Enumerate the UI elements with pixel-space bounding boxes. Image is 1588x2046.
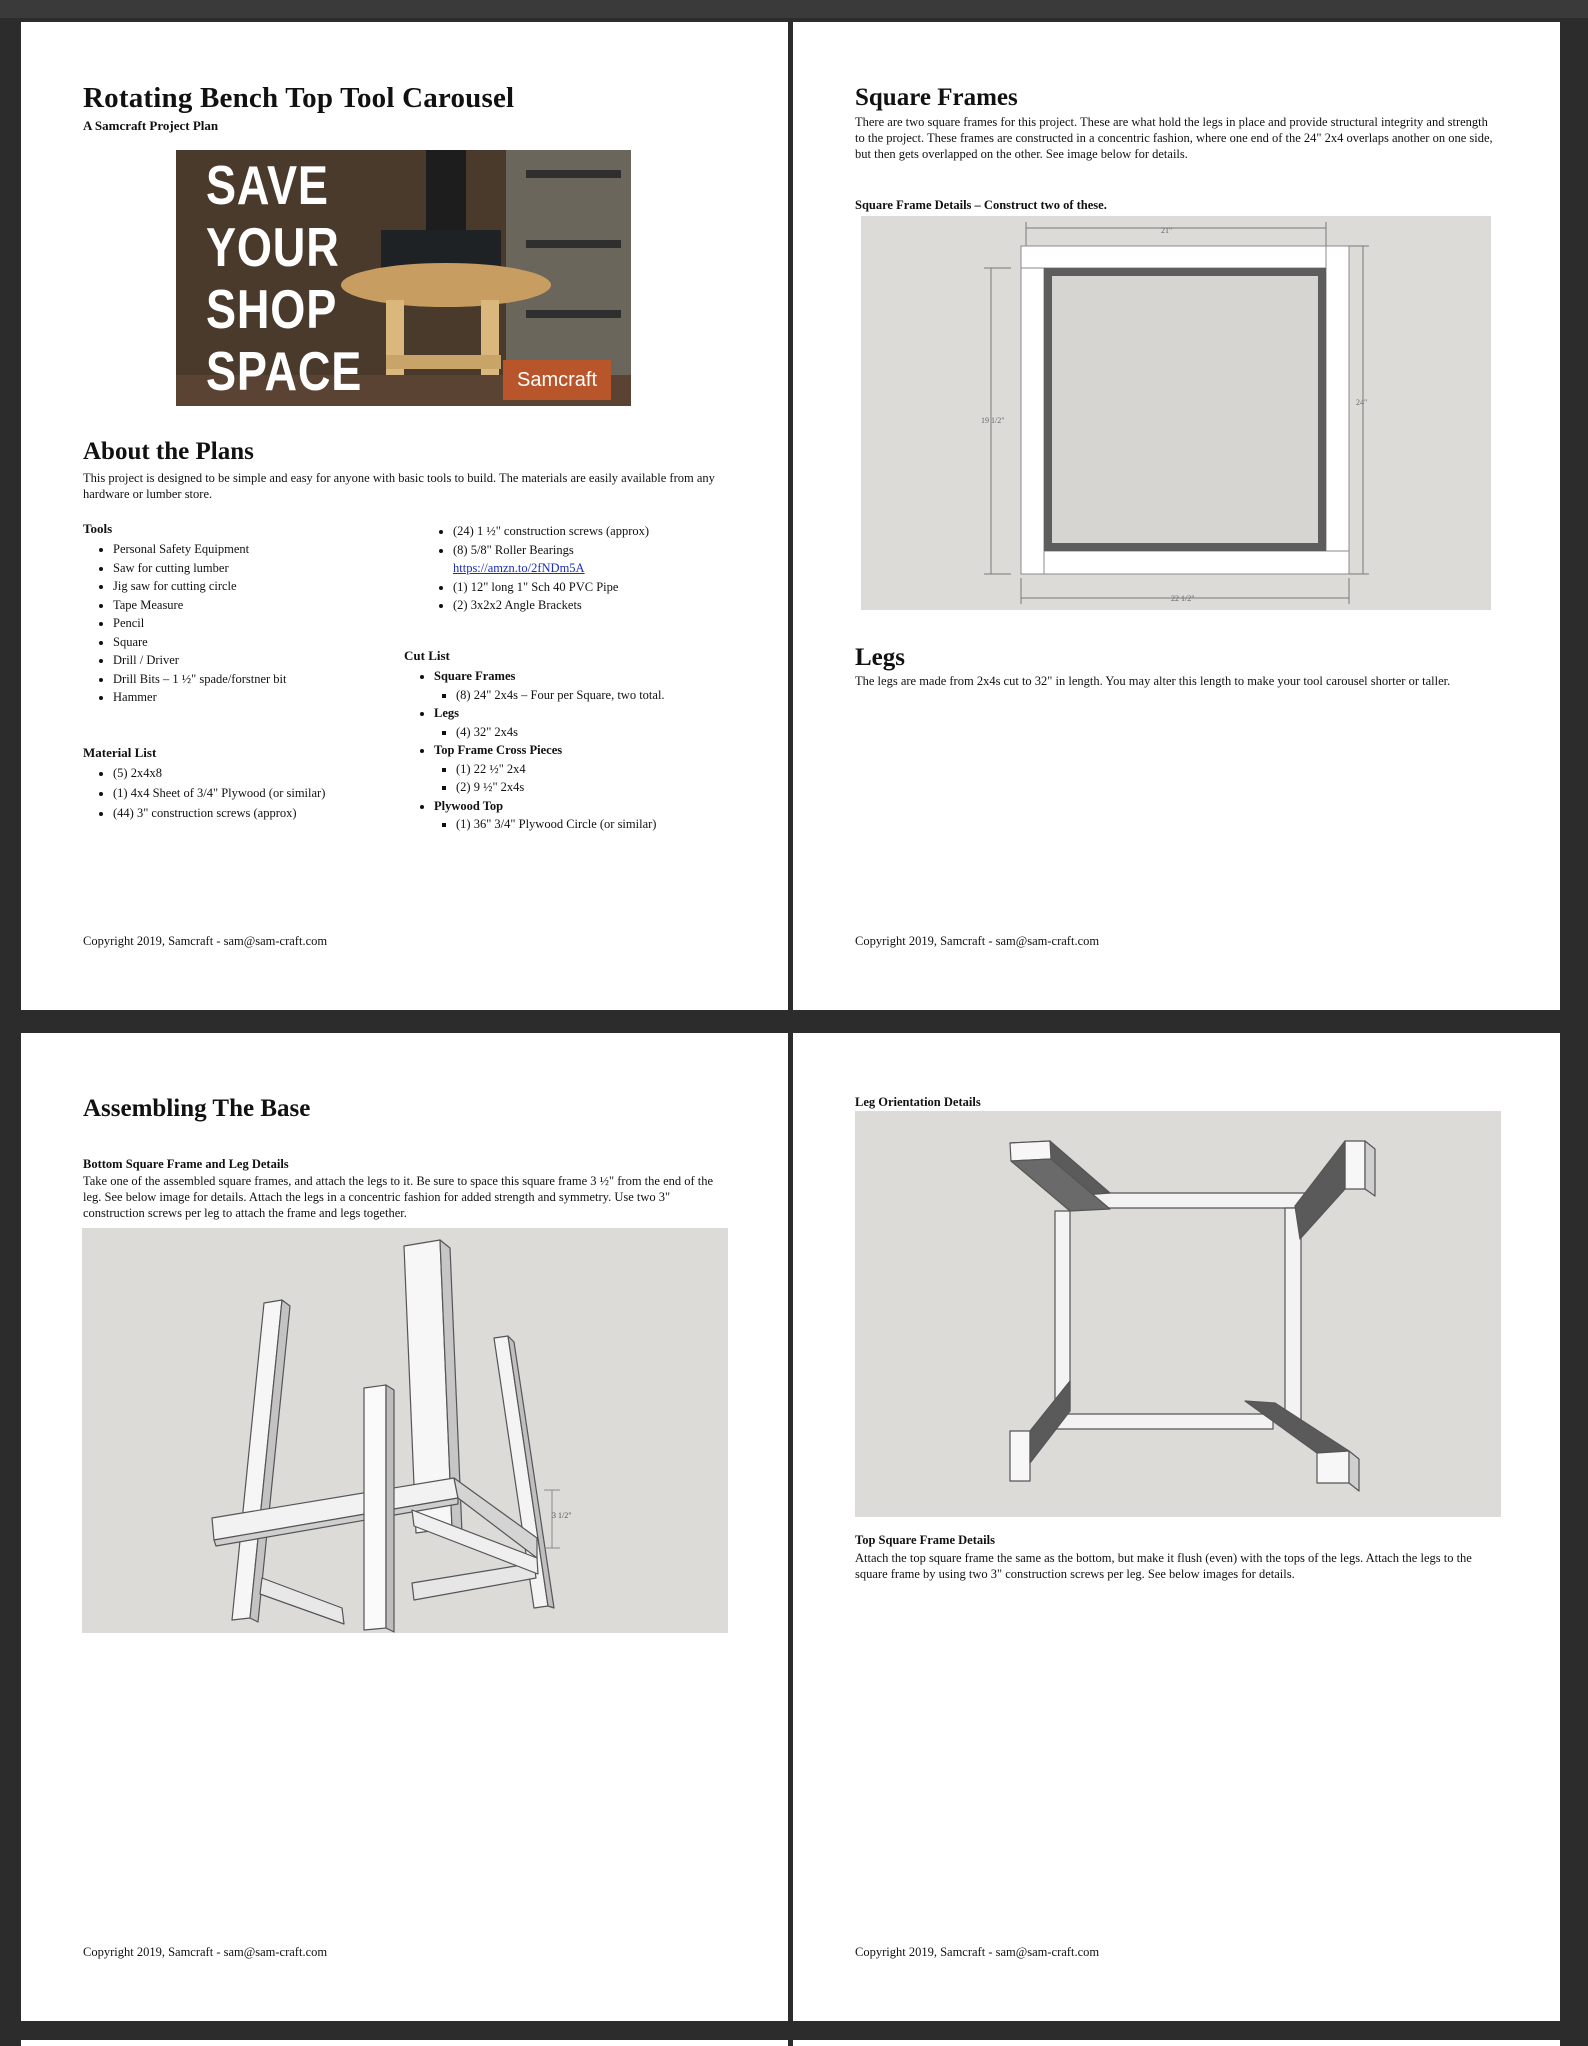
page-2 [793,22,1560,1010]
list-item: • (5) 2x4x8 [113,763,433,783]
top-frame-text: Attach the top square frame the same as the bottom, but make it flush (even) with the tops of the legs. Attach the legs to the square frame by using two 3" construction screws per leg. See below images for details. [855,1551,1472,1581]
page-4 [793,1033,1560,2021]
list-item: • Jig saw for cutting circle [113,577,413,596]
page-footer: Copyright 2019, Samcraft - sam@sam-craft.com [83,934,328,948]
bottom-frame-text: Take one of the assembled square frames, and attach the legs to it. Be sure to space this square frame 3 ½" from the end of the leg. See below image for details. Attach the legs in a concentric fashion for added strength and symmetry. Use two 3" construction screws per leg to attach the frame and legs together. [83,1174,714,1220]
hero-image [176,150,631,406]
list-item: • (2) 3x2x2 Angle Brackets [453,596,788,615]
samcraft-logo: Samcraft [503,360,611,400]
page-footer: Copyright 2019, Samcraft - sam@sam-craft.com [83,1945,328,1959]
list-item: ▪ (1) 36" 3/4" Plywood Circle (or similar) [456,815,788,834]
list-item: • Pencil [113,614,413,633]
hero-line-2: YOUR [206,216,340,278]
cut-group-label: Square Frames [434,669,516,683]
viewer-top-bar [0,0,1588,18]
legs-heading: Legs [855,644,905,671]
list-item: ▪ (1) 22 ½" 2x4 [456,760,788,779]
list-item [453,541,788,578]
square-frames-heading: Square Frames [855,84,1018,111]
dimension-top: 21" [1161,226,1173,235]
material-list-continued [423,522,788,615]
cut-group-label: Plywood Top [434,798,504,813]
dimension-label: 3 1/2" [552,1511,572,1520]
cut-group-label: Legs [434,706,459,720]
bearing-link[interactable]: https://amzn.to/2fNDm5A [453,561,585,575]
list-item: • Personal Safety Equipment [113,540,413,559]
leg-orientation-drawing [855,1111,1501,1517]
figure-caption: Square Frame Details – Construct two of these. [855,198,1107,212]
cut-list-group [434,741,788,797]
list-item: • (1) 4x4 Sheet of 3/4" Plywood (or similar) [113,783,433,803]
about-heading: About the Plans [83,438,254,465]
bottom-frame-subheading: Bottom Square Frame and Leg Details [83,1157,289,1171]
cut-list-heading: Cut List [404,648,450,663]
list-item: • (24) 1 ½" construction screws (approx) [453,522,788,541]
leg-orientation-caption: Leg Orientation Details [855,1095,981,1109]
dimension-bottom: 22 1/2" [1171,594,1195,603]
page-footer: Copyright 2019, Samcraft - sam@sam-craft.com [855,1945,1100,1959]
dimension-left: 19 1/2" [981,416,1005,425]
hero-line-3: SHOP [206,278,338,340]
list-item: • (44) 3" construction screws (approx) [113,803,433,823]
page-1 [21,22,788,1010]
material-heading: Material List [83,745,157,760]
hero-line-4: SPACE [206,340,363,402]
tools-list [83,540,413,707]
list-item: • Saw for cutting lumber [113,559,413,578]
base-assembly-drawing [82,1228,728,1633]
list-item: • Square [113,633,413,652]
cut-list-group [434,704,788,741]
square-frame-drawing [861,216,1491,610]
tools-heading: Tools [83,521,113,536]
leg-orientation-figure [855,1111,1501,1517]
hero-headline [206,154,362,402]
list-item: • Tape Measure [113,596,413,615]
list-item: • (1) 12" long 1" Sch 40 PVC Pipe [453,578,788,597]
cut-list-group [434,797,788,834]
square-frame-figure [861,216,1491,610]
cut-list-group [434,667,788,704]
dimension-right: 24" [1356,398,1368,407]
material-list [83,763,433,823]
about-text: This project is designed to be simple and easy for anyone with basic tools to build. The materials are easily available from any hardware or lumber store. [83,471,715,501]
page-3 [21,1033,788,2021]
document-subtitle: A Samcraft Project Plan [83,118,219,133]
cut-group-label: Top Frame Cross Pieces [434,743,563,757]
square-frames-text: There are two square frames for this project. These are what hold the legs in place and provide structural integrity and strength to the project. These frames are constructed in a concentric fashion, where one end of the 24" 2x4 overlaps another on one side, but then gets overlapped on the other. See image below for details. [855,115,1493,161]
base-assembly-figure [82,1228,728,1633]
assembling-heading: Assembling The Base [83,1095,311,1122]
top-frame-subheading: Top Square Frame Details [855,1533,995,1547]
list-item: ▪ (2) 9 ½" 2x4s [456,778,788,797]
hero-line-1: SAVE [206,154,329,216]
next-page-edge-left [21,2040,788,2046]
next-page-edge-right [793,2040,1560,2046]
page-footer: Copyright 2019, Samcraft - sam@sam-craft.com [855,934,1100,948]
legs-text: The legs are made from 2x4s cut to 32" in length. You may alter this length to make your tool carousel shorter or taller. [855,674,1451,688]
list-item: ▪ (8) 24" 2x4s – Four per Square, two total. [456,686,788,705]
cut-list [404,667,788,834]
list-item: ▪ (4) 32" 2x4s [456,723,788,742]
list-item: • Hammer [113,688,413,707]
list-item: • Drill Bits – 1 ½" spade/forstner bit [113,670,413,689]
list-item: • Drill / Driver [113,651,413,670]
document-title: Rotating Bench Top Tool Carousel [83,82,515,114]
bearings-item-text: (8) 5/8" Roller Bearings [453,542,574,557]
